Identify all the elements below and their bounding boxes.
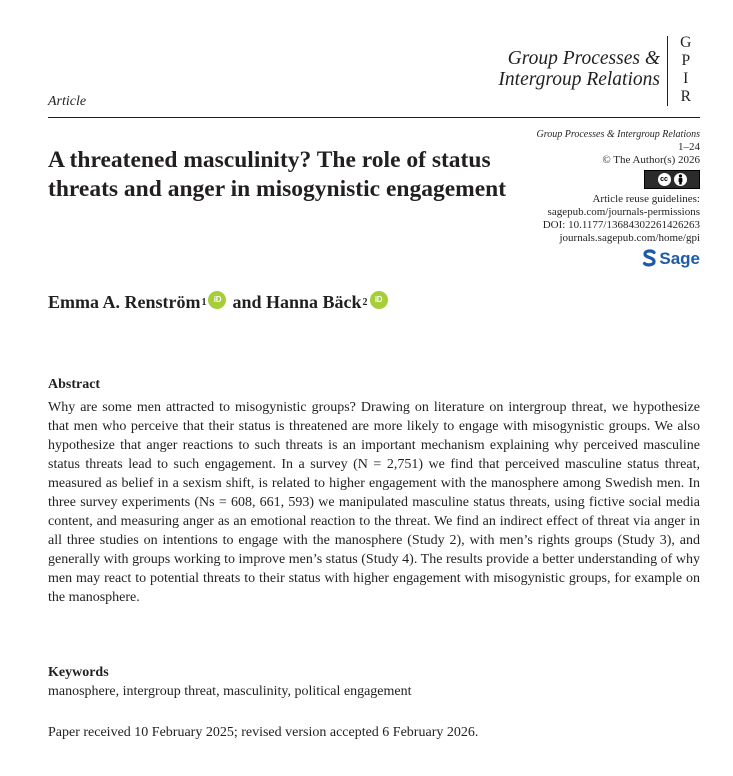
author-name: Hanna Bäck bbox=[266, 292, 362, 312]
sage-wordmark: Sage bbox=[659, 248, 700, 268]
author-joiner: and bbox=[232, 292, 262, 312]
keywords-heading: Keywords bbox=[48, 665, 109, 680]
meta-pages: 1–24 bbox=[678, 141, 700, 153]
article-type: Article bbox=[48, 94, 87, 109]
meta-journal: Group Processes & Intergroup Relations bbox=[536, 129, 700, 140]
header-rule bbox=[48, 117, 700, 118]
abstract-heading: Abstract bbox=[48, 377, 101, 392]
reuse-label: Article reuse guidelines: bbox=[592, 193, 700, 205]
author-list: Emma A. Renström 1 iD and Hanna Bäck 2 iD bbox=[48, 292, 394, 313]
by-person-icon bbox=[674, 173, 687, 186]
gpir-letter: G bbox=[680, 34, 692, 51]
abstract-text: Why are some men attracted to misogynistic groups? Drawing on literature on intergroup threat, we hypothesize that men who perceive that their status is threatened are more likely to engage with misogynistic groups. We also hypothesize that anger reactions to such threats is an important mechanism explaining why perceived masculine status threats lead to such engagement. In a survey (N = 2,751) we find that perceived masculine status threat, measured as belief in a sexism shift, is related to higher engagement with the manosphere among Swedish men. In three survey experiments (Ns = 608, 661, 593) we manipulated masculine status threats, using fictive social media content, and measuring anger as an emotional reaction to the threat. We find an indirect effect of threat via anger in all three studies on intentions to engage with the manosphere (Study 2), with men’s rights groups (Study 3), and generally with groups working to improve men’s status (Study 4). The results provide a better understanding of why men may react to potential threats to their status with higher engagement with misogynistic groups, for example on the manosphere. bbox=[48, 400, 700, 605]
meta-copyright: © The Author(s) 2026 bbox=[602, 154, 700, 166]
journal-name-line2: Intergroup Relations bbox=[498, 69, 660, 90]
gpir-letter: I bbox=[683, 70, 689, 87]
keywords-text: manosphere, intergroup threat, masculinity, political engagement bbox=[48, 684, 412, 699]
sage-s-icon bbox=[642, 249, 657, 267]
journal-url[interactable]: journals.sagepub.com/home/gpi bbox=[559, 232, 700, 244]
journal-name-line1: Group Processes & bbox=[507, 48, 660, 69]
article-title: A threatened masculinity? The role of status threats and anger in misogynistic engagement bbox=[48, 147, 507, 202]
journal-name bbox=[498, 48, 660, 90]
doi[interactable]: DOI: 10.1177/13684302261426263 bbox=[542, 219, 700, 231]
gpir-wordmark bbox=[678, 34, 694, 106]
orcid-icon[interactable]: iD bbox=[370, 291, 388, 309]
reuse-link[interactable]: sagepub.com/journals-permissions bbox=[547, 206, 700, 218]
cc-icon: cc bbox=[658, 173, 671, 186]
orcid-icon[interactable]: iD bbox=[208, 291, 226, 309]
received-dates: Paper received 10 February 2025; revised version accepted 6 February 2026. bbox=[48, 725, 479, 740]
cc-by-license-badge[interactable] bbox=[644, 170, 700, 189]
header-divider bbox=[667, 36, 668, 106]
gpir-letter: P bbox=[681, 52, 691, 69]
author-name: Emma A. Renström bbox=[48, 292, 201, 312]
gpir-letter: R bbox=[680, 88, 692, 105]
sage-logo[interactable] bbox=[642, 249, 700, 267]
